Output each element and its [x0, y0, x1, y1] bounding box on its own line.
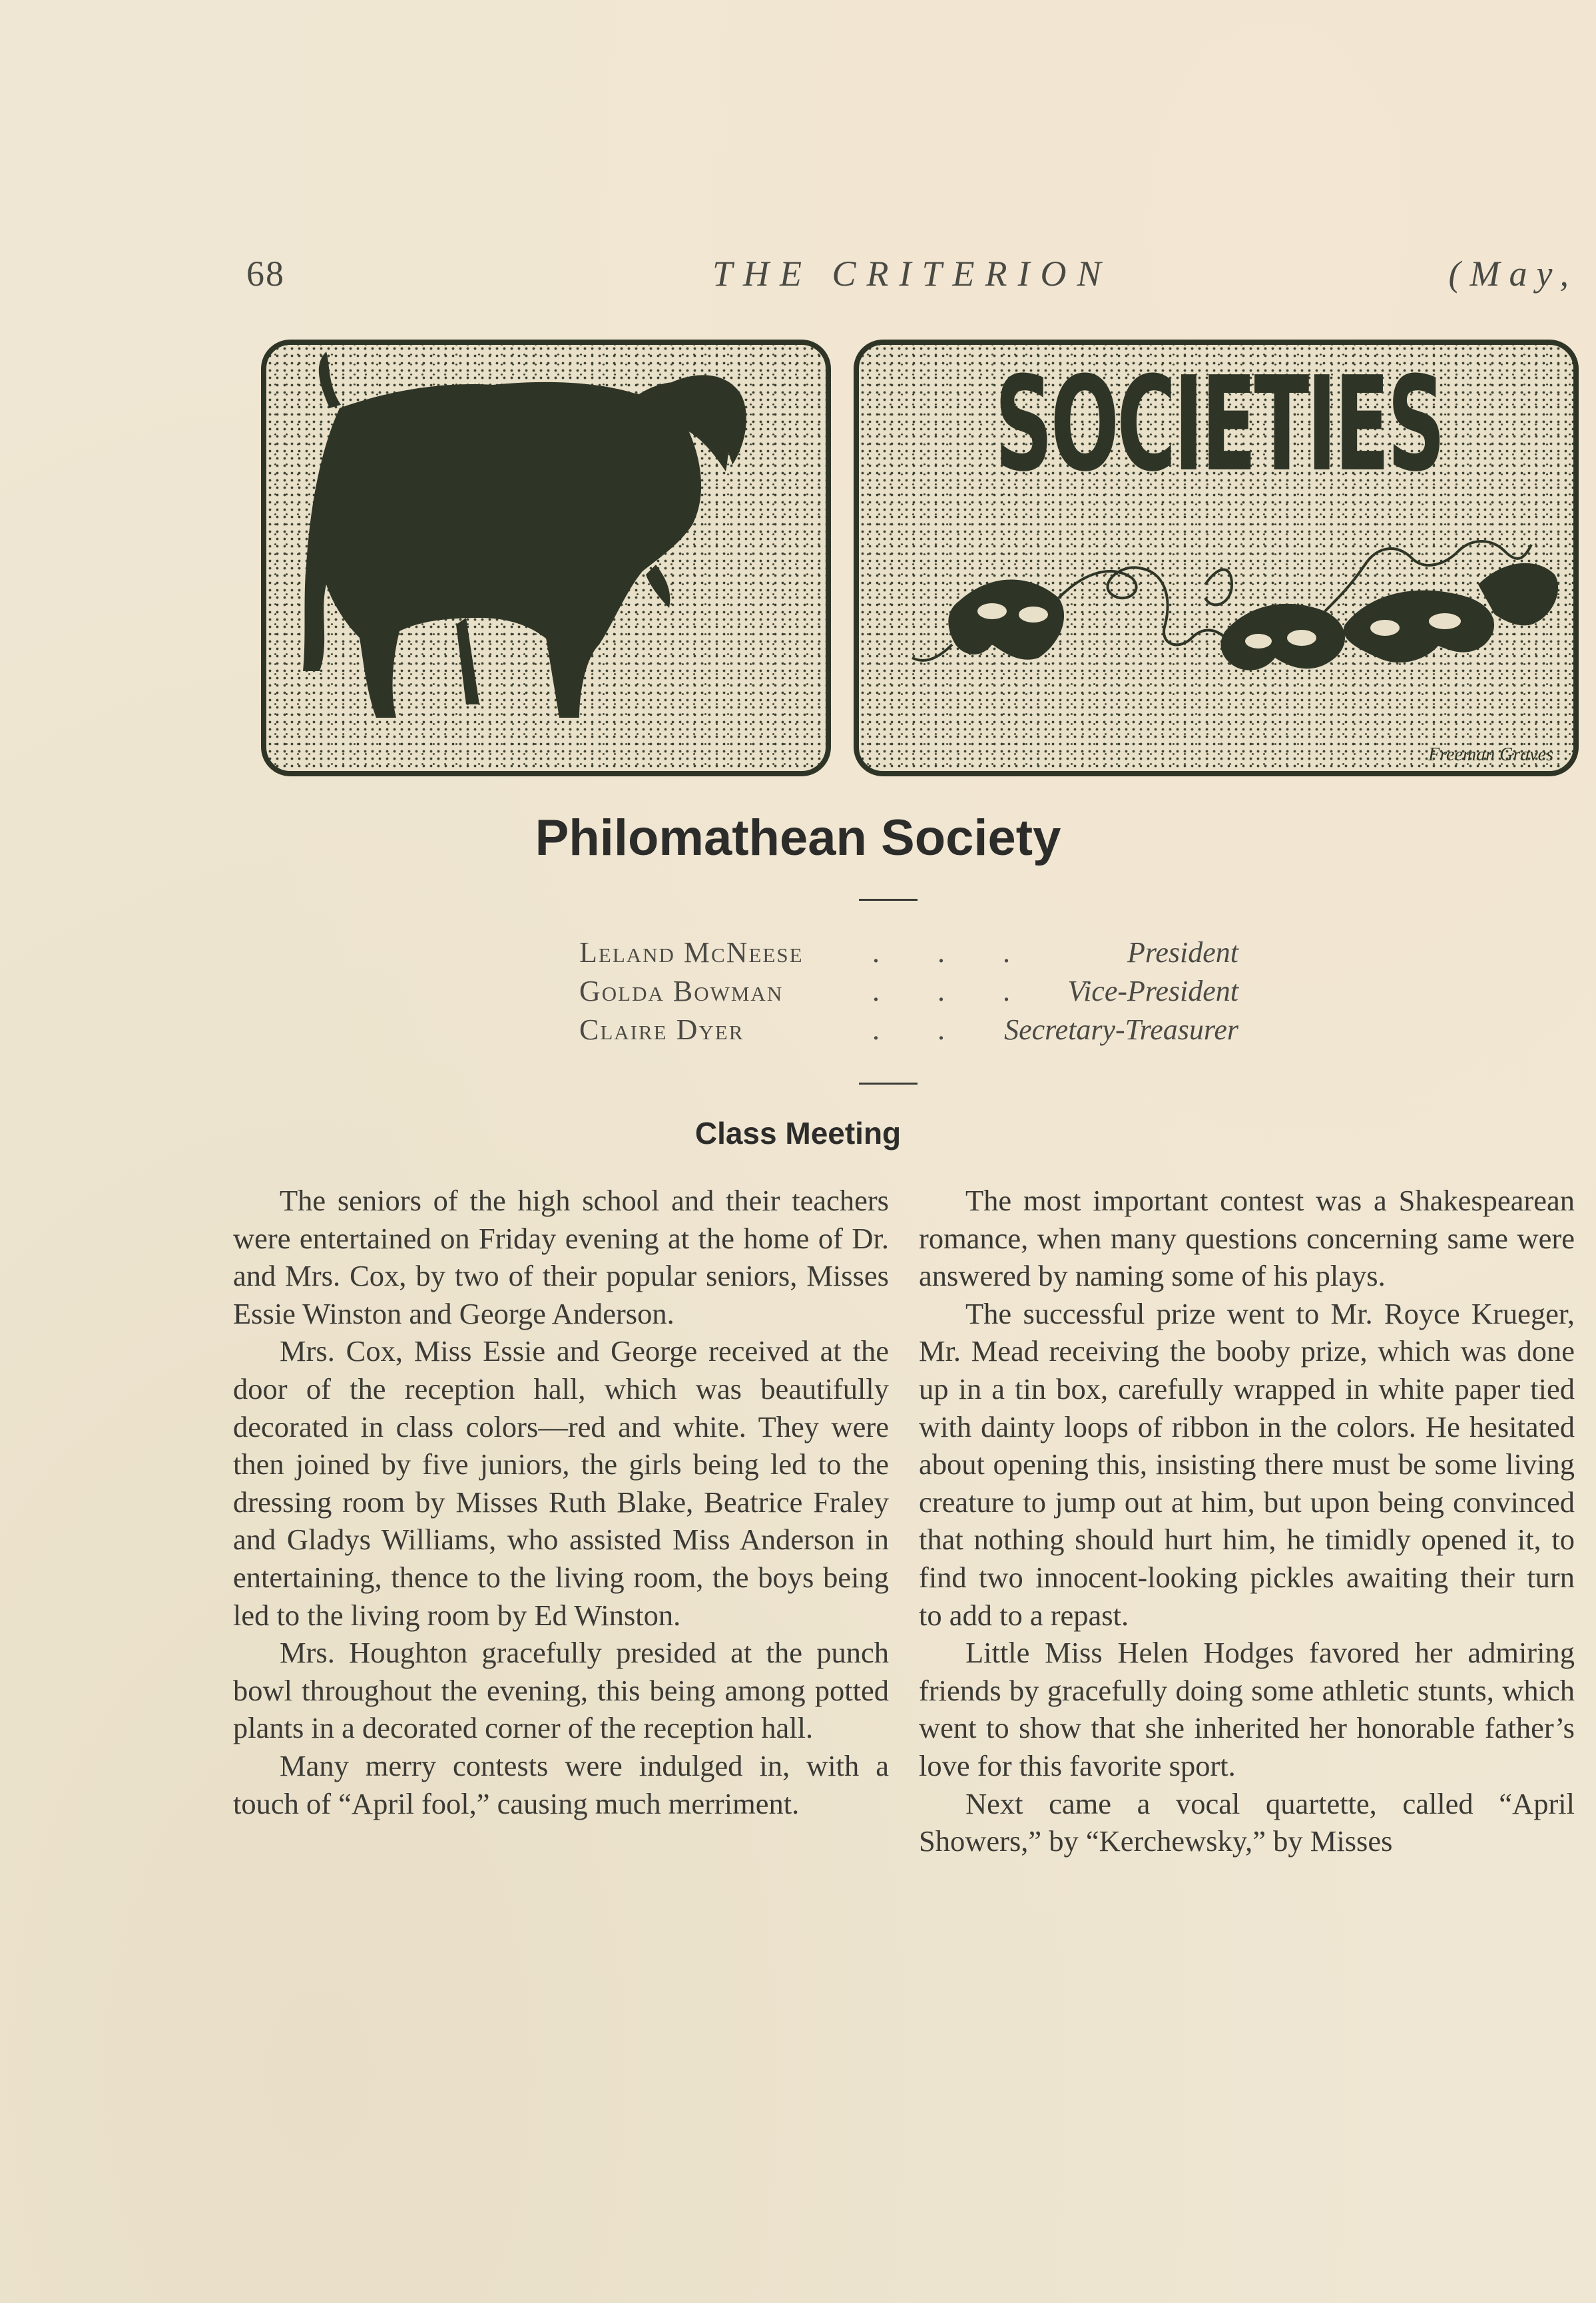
paragraph: The most important contest was a Shakespearean romance, when many questions concerning same were answered by naming some of his plays.: [919, 1184, 1575, 1293]
paragraph: The seniors of the high school and their teachers were entertained on Friday evening at the home of Dr. and Mrs. Cox, by two of their popular seniors, Misses Essie Winston and George Anderson.: [233, 1184, 889, 1330]
paragraph: Next came a vocal quartette, called “April Showers,” by “Kerchewsky,” by Misses: [919, 1786, 1575, 1858]
officer-row: [579, 935, 1238, 974]
officer-row: [579, 1013, 1238, 1051]
officer-row: [579, 974, 1238, 1013]
officer-name: Leland McNeese: [579, 936, 804, 969]
paragraph: Mrs. Cox, Miss Essie and George received at the door of the reception hall, which was beautifully decorated in class colors—red and white. They were then joined by five juniors, the girls being led to the dressing room by Misses Ruth Blake, Beatrice Fraley and Gladys Williams, who assisted Miss Anderson in entertaining, thence to the living room, the boys being led to the living room by Ed Winston.: [233, 1334, 889, 1632]
officer-name: Claire Dyer: [579, 1013, 744, 1046]
leader-dots: . . .: [872, 936, 1035, 969]
officers-list: [579, 935, 1238, 1051]
page-number: 68: [246, 254, 285, 294]
societies-word: SOCIETIES: [994, 349, 1444, 501]
issue-month: (May,: [1448, 254, 1578, 294]
officer-name: Golda Bowman: [579, 975, 784, 1007]
paragraph: Mrs. Houghton gracefully presided at the punch bowl throughout the evening, this being among potted plants in a decorated corner of the reception hall.: [233, 1636, 889, 1745]
article-heading: Class Meeting: [694, 1116, 902, 1151]
article-column-right: [919, 1182, 1575, 1860]
officer-role: Vice-President: [1067, 975, 1238, 1007]
artist-signature: Freeman Graves: [1428, 744, 1553, 765]
goat-illustration: [266, 345, 826, 771]
running-header: [246, 253, 1578, 300]
masks-illustration: [859, 345, 1573, 771]
societies-illustration-panel: [854, 340, 1579, 776]
officer-role: Secretary-Treasurer: [1004, 1013, 1238, 1046]
officer-role: President: [1127, 936, 1238, 969]
publication-title: THE CRITERION: [712, 254, 1112, 294]
leader-dots: . .: [872, 1013, 970, 1046]
divider-rule: [859, 1083, 918, 1085]
paragraph: The successful prize went to Mr. Royce Krueger, Mr. Mead receiving the booby prize, which was done up in a tin box, carefully wrapped in white paper tied with dainty loops of ribbon in the colors. He hesitated about opening this, insisting there must be some living creature to jump out at him, but upon being convinced that nothing should hurt him, he timidly opened it, to find two innocent-looking pickles awaiting their turn to add to a repast.: [919, 1296, 1575, 1632]
article-column-left: [233, 1182, 889, 1822]
leader-dots: . . .: [872, 975, 1035, 1007]
paragraph: Little Miss Helen Hodges favored her admiring friends by gracefully doing some athletic stunts, which went to show that she inherited her honorable father’s love for this favorite sport.: [919, 1636, 1575, 1782]
society-title: Philomathean Society: [535, 810, 1061, 866]
divider-rule: [859, 899, 918, 901]
paragraph: Many merry contests were indulged in, with a touch of “April fool,” causing much merriment.: [233, 1748, 889, 1820]
goat-illustration-panel: [261, 340, 831, 776]
